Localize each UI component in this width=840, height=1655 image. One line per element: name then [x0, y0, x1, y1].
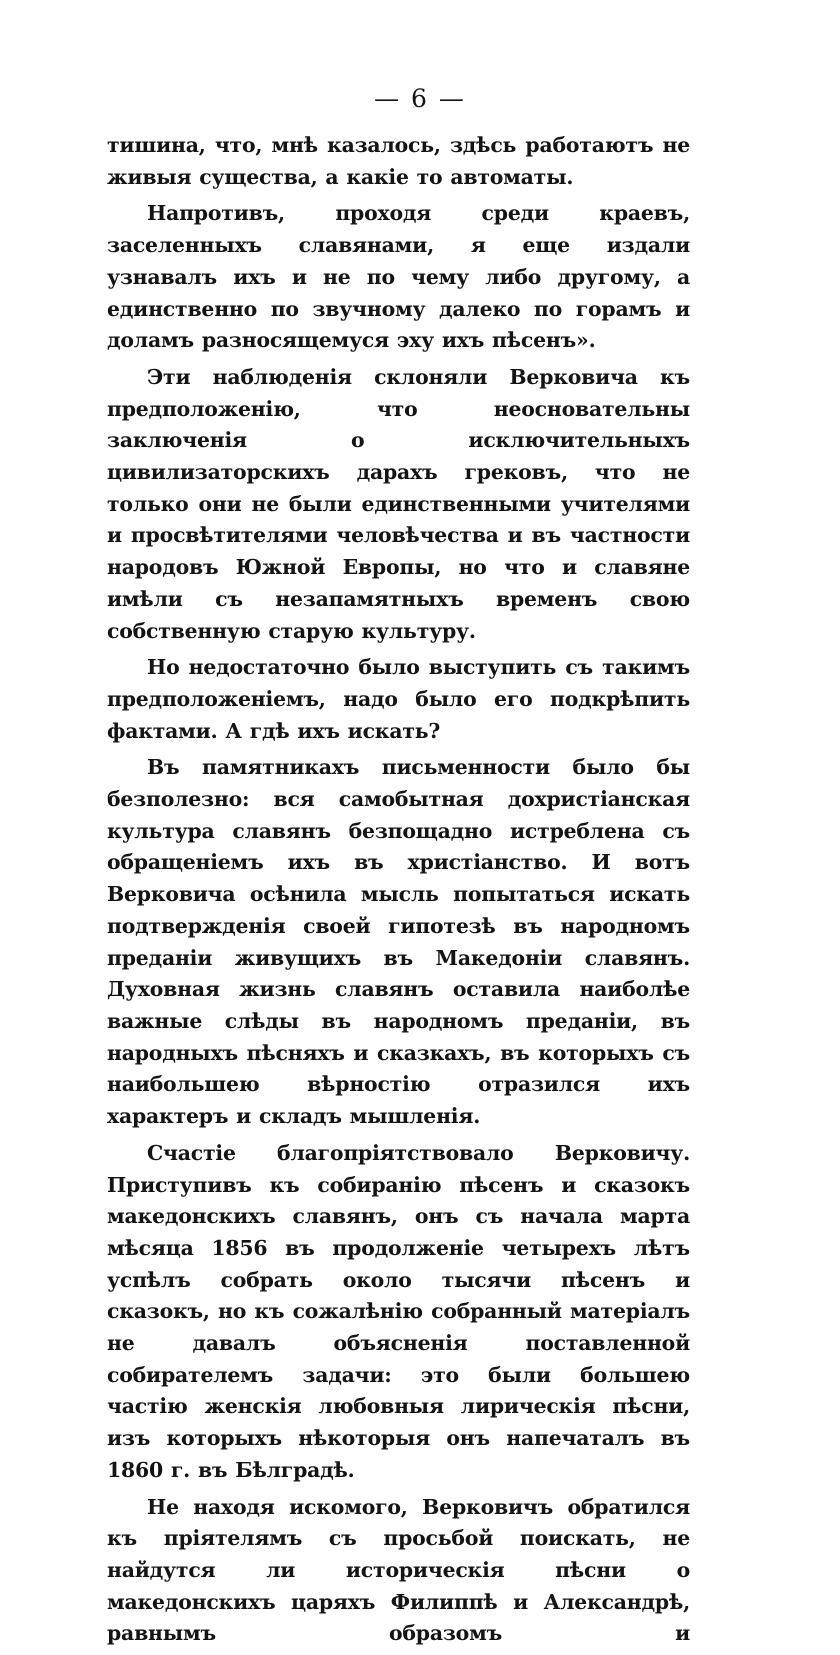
paragraph-2: Напротивъ, проходя среди краевъ, заселенныхъ славянами, я еще издали узнавалъ ихъ и не по чему либо другому, а единственно по звучному далеко по горамъ и доламъ разносящемуся эху ихъ пѣсенъ».	[107, 201, 690, 353]
paragraph-7: Не находя искомого, Верковичъ обратился къ пріятелямъ съ просьбой поискать, не найдутся ли историческія пѣсни о македонскихъ царяхъ Филиппѣ и Александрѣ, равнымъ образомъ и	[107, 1494, 690, 1646]
paragraph-5: Въ памятникахъ письменности было бы безполезно: вся самобытная дохристіанская культура славянъ безпощадно истреблена съ обращеніемъ ихъ въ христіанство. И вотъ Верковича осѣнила мысль попытаться искать подтвержденія своей гипотезѣ въ народномъ преданіи живущихъ въ Македоніи славянъ. Духовная жизнь славянъ оставила наиболѣе важные слѣды въ народномъ преданіи, въ народныхъ пѣсняхъ и сказкахъ, въ которыхъ съ наибольшею вѣрностію отразился ихъ характеръ и складъ мышленія.	[107, 755, 690, 1129]
paragraph-6: Счастіе благопріятствовало Верковичу. Приступивъ къ собиранію пѣсенъ и сказокъ македонскихъ славянъ, онъ съ начала марта мѣсяца 1856 въ продолженіе четырехъ лѣтъ успѣлъ собрать около тысячи пѣсенъ и сказокъ, но къ сожалѣнію собранный матеріалъ не давалъ объясненія поставленной собирателемъ задачи: это были большею частію женскія любовныя лирическія пѣсни, изъ которыхъ нѣкоторыя онъ напечаталъ въ 1860 г. въ Бѣлградѣ.	[107, 1140, 690, 1482]
paragraph-4: Но недостаточно было выступить съ такимъ предположеніемъ, надо было его подкрѣпить фактами. А гдѣ ихъ искать?	[107, 655, 690, 743]
body-text	[107, 130, 690, 1655]
page-number: — 6 —	[374, 84, 466, 113]
paragraph-3: Эти наблюденія склоняли Верковича къ предположенію, что неосновательны заключенія о исключительныхъ цивилизаторскихъ дарахъ грековъ, что не только они не были единственными учителями и просвѣтителями человѣчества и въ частности народовъ Южной Европы, но что и славяне имѣли съ незапамятныхъ временъ свою собственную старую культуру.	[107, 364, 690, 643]
paragraph-1: тишина, что, мнѣ казалось, здѣсь работаютъ не живыя существа, а какіе то автоматы.	[107, 133, 690, 189]
